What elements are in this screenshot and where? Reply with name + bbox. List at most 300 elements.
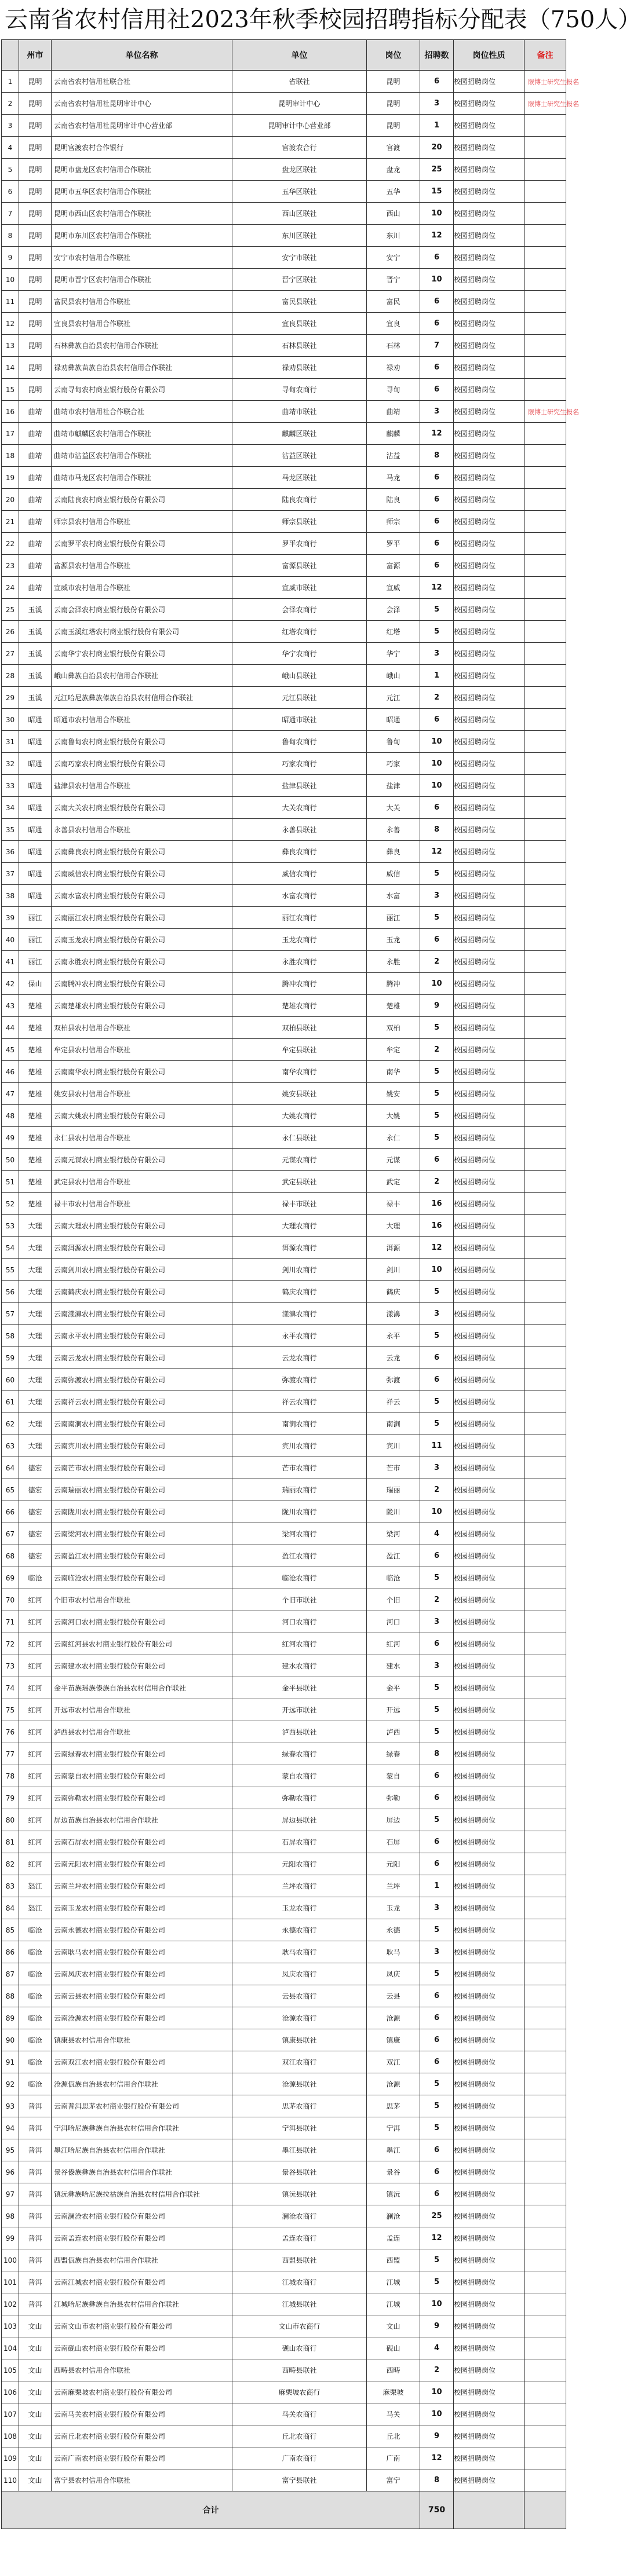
row-unit: 弥勒农商行 <box>232 1787 367 1809</box>
row-count: 6 <box>420 929 454 951</box>
row-name: 云南华宁农村商业银行股份有限公司 <box>52 643 232 665</box>
row-post-type: 校园招聘岗位 <box>454 907 525 929</box>
table-row <box>2 1347 566 1369</box>
row-count: 6 <box>420 247 454 269</box>
row-name: 云南兰坪农村商业银行股份有限公司 <box>52 1875 232 1897</box>
row-unit: 镇沅县联社 <box>232 2183 367 2205</box>
row-name: 云南玉龙农村商业银行股份有限公司 <box>52 1897 232 1919</box>
row-note <box>525 1831 566 1853</box>
row-count: 5 <box>420 1699 454 1721</box>
row-city: 楚雄 <box>19 1171 52 1193</box>
row-count: 12 <box>420 2447 454 2469</box>
row-count: 12 <box>420 841 454 863</box>
row-city: 曲靖 <box>19 555 52 577</box>
row-note <box>525 1853 566 1875</box>
row-post-type: 校园招聘岗位 <box>454 401 525 423</box>
row-number: 82 <box>2 1853 19 1875</box>
row-post-type: 校园招聘岗位 <box>454 1149 525 1171</box>
row-number: 16 <box>2 401 19 423</box>
row-unit: 耿马农商行 <box>232 1941 367 1963</box>
row-note <box>525 1149 566 1171</box>
row-unit: 双江农商行 <box>232 2051 367 2073</box>
row-number: 20 <box>2 489 19 511</box>
table-row <box>2 467 566 489</box>
row-count: 5 <box>420 2095 454 2117</box>
row-unit: 宾川农商行 <box>232 1435 367 1457</box>
row-number: 75 <box>2 1699 19 1721</box>
row-number: 95 <box>2 2139 19 2161</box>
row-post: 河口 <box>367 1611 420 1633</box>
row-unit: 宁洱县联社 <box>232 2117 367 2139</box>
row-unit: 马关农商行 <box>232 2403 367 2425</box>
table-row <box>2 819 566 841</box>
row-count: 9 <box>420 2315 454 2337</box>
table-row <box>2 1237 566 1259</box>
row-city: 临沧 <box>19 1567 52 1589</box>
table-row <box>2 203 566 225</box>
row-unit: 西盟县联社 <box>232 2249 367 2271</box>
row-number: 47 <box>2 1083 19 1105</box>
row-post-type: 校园招聘岗位 <box>454 1897 525 1919</box>
row-number: 60 <box>2 1369 19 1391</box>
row-count: 4 <box>420 1523 454 1545</box>
row-number: 101 <box>2 2271 19 2293</box>
row-post: 陆良 <box>367 489 420 511</box>
row-unit: 宣威市联社 <box>232 577 367 599</box>
row-unit: 凤庆农商行 <box>232 1963 367 1985</box>
row-post: 宁洱 <box>367 2117 420 2139</box>
row-post: 瑞丽 <box>367 1479 420 1501</box>
table-row <box>2 643 566 665</box>
row-count: 6 <box>420 1787 454 1809</box>
table-row <box>2 841 566 863</box>
row-number: 90 <box>2 2029 19 2051</box>
row-post: 石林 <box>367 335 420 357</box>
row-name: 云南腾冲农村商业银行股份有限公司 <box>52 973 232 995</box>
row-city: 楚雄 <box>19 1039 52 1061</box>
row-note <box>525 2029 566 2051</box>
row-count: 5 <box>420 1391 454 1413</box>
table-row <box>2 2359 566 2381</box>
row-post: 峨山 <box>367 665 420 687</box>
row-unit: 玉龙农商行 <box>232 1897 367 1919</box>
row-note <box>525 1633 566 1655</box>
row-number: 61 <box>2 1391 19 1413</box>
row-city: 玉溪 <box>19 621 52 643</box>
row-post: 泸西 <box>367 1721 420 1743</box>
row-note <box>525 973 566 995</box>
table-row <box>2 2469 566 2491</box>
row-number: 86 <box>2 1941 19 1963</box>
row-name: 云南河口农村商业银行股份有限公司 <box>52 1611 232 1633</box>
row-post: 芒市 <box>367 1457 420 1479</box>
row-unit: 漾濞农商行 <box>232 1303 367 1325</box>
row-post: 红河 <box>367 1633 420 1655</box>
row-unit: 金平县联社 <box>232 1677 367 1699</box>
row-post-type: 校园招聘岗位 <box>454 313 525 335</box>
row-note <box>525 1479 566 1501</box>
table-row <box>2 1677 566 1699</box>
row-post-type: 校园招聘岗位 <box>454 1325 525 1347</box>
row-unit: 官渡农合行 <box>232 137 367 159</box>
row-name: 云南省农村信用社联合社 <box>52 71 232 93</box>
row-post: 大姚 <box>367 1105 420 1127</box>
row-note <box>525 1941 566 1963</box>
row-city: 临沧 <box>19 2007 52 2029</box>
row-number: 11 <box>2 291 19 313</box>
row-note <box>525 1875 566 1897</box>
table-row <box>2 1391 566 1413</box>
row-post: 洱源 <box>367 1237 420 1259</box>
table-row <box>2 995 566 1017</box>
table-row <box>2 423 566 445</box>
row-name: 富民县农村信用合作联社 <box>52 291 232 313</box>
row-number: 3 <box>2 115 19 137</box>
row-count: 6 <box>420 1831 454 1853</box>
row-count: 10 <box>420 731 454 753</box>
row-city: 文山 <box>19 2381 52 2403</box>
table-row <box>2 247 566 269</box>
row-name: 云南玉溪红塔农村商业银行股份有限公司 <box>52 621 232 643</box>
row-city: 红河 <box>19 1677 52 1699</box>
table-row <box>2 2337 566 2359</box>
row-name: 云南罗平农村商业银行股份有限公司 <box>52 533 232 555</box>
row-number: 87 <box>2 1963 19 1985</box>
row-unit: 西山区联社 <box>232 203 367 225</box>
table-row <box>2 2425 566 2447</box>
row-note <box>525 819 566 841</box>
row-name: 宣威市农村信用合作联社 <box>52 577 232 599</box>
row-note <box>525 577 566 599</box>
header-name: 单位名称 <box>52 40 232 71</box>
row-number: 81 <box>2 1831 19 1853</box>
row-city: 红河 <box>19 1831 52 1853</box>
row-unit: 丘北农商行 <box>232 2425 367 2447</box>
row-post: 东川 <box>367 225 420 247</box>
row-city: 红河 <box>19 1699 52 1721</box>
row-post-type: 校园招聘岗位 <box>454 973 525 995</box>
table-row <box>2 1699 566 1721</box>
row-post: 永平 <box>367 1325 420 1347</box>
row-note <box>525 1303 566 1325</box>
row-number: 55 <box>2 1259 19 1281</box>
row-post-type: 校园招聘岗位 <box>454 2293 525 2315</box>
row-number: 80 <box>2 1809 19 1831</box>
row-count: 3 <box>420 1303 454 1325</box>
row-note <box>525 621 566 643</box>
row-post-type: 校园招聘岗位 <box>454 511 525 533</box>
row-name: 曲靖市麒麟区农村信用合作联社 <box>52 423 232 445</box>
row-post-type: 校园招聘岗位 <box>454 159 525 181</box>
row-name: 云南祥云农村商业银行股份有限公司 <box>52 1391 232 1413</box>
row-unit: 鲁甸农商行 <box>232 731 367 753</box>
row-number: 44 <box>2 1017 19 1039</box>
row-name: 曲靖市农村信用社合作联合社 <box>52 401 232 423</box>
row-number: 78 <box>2 1765 19 1787</box>
table-row <box>2 1171 566 1193</box>
row-post: 广南 <box>367 2447 420 2469</box>
row-number: 14 <box>2 357 19 379</box>
table-row <box>2 115 566 137</box>
row-city: 红河 <box>19 1765 52 1787</box>
row-count: 5 <box>420 1919 454 1941</box>
table-row <box>2 1457 566 1479</box>
row-city: 曲靖 <box>19 577 52 599</box>
row-number: 5 <box>2 159 19 181</box>
row-post: 禄劝 <box>367 357 420 379</box>
row-name: 云南巧家农村商业银行股份有限公司 <box>52 753 232 775</box>
table-row <box>2 1897 566 1919</box>
allocation-table <box>1 39 579 2529</box>
row-note <box>525 1721 566 1743</box>
row-post: 永善 <box>367 819 420 841</box>
table-row <box>2 1743 566 1765</box>
row-city: 楚雄 <box>19 1017 52 1039</box>
row-city: 昭通 <box>19 709 52 731</box>
row-name: 云南省农村信用社昆明审计中心 <box>52 93 232 115</box>
row-count: 5 <box>420 1127 454 1149</box>
row-city: 楚雄 <box>19 1105 52 1127</box>
row-post-type: 校园招聘岗位 <box>454 1941 525 1963</box>
row-unit: 墨江县联社 <box>232 2139 367 2161</box>
row-note <box>525 2161 566 2183</box>
row-note <box>525 2051 566 2073</box>
row-post-type: 校园招聘岗位 <box>454 1699 525 1721</box>
row-post-type: 校园招聘岗位 <box>454 1765 525 1787</box>
row-post: 孟连 <box>367 2227 420 2249</box>
row-unit: 安宁市联社 <box>232 247 367 269</box>
row-number: 69 <box>2 1567 19 1589</box>
row-city: 大理 <box>19 1391 52 1413</box>
row-post-type: 校园招聘岗位 <box>454 467 525 489</box>
row-post-type: 校园招聘岗位 <box>454 2403 525 2425</box>
row-city: 临沧 <box>19 2029 52 2051</box>
table-row <box>2 181 566 203</box>
row-name: 云南永胜农村商业银行股份有限公司 <box>52 951 232 973</box>
table-row <box>2 2073 566 2095</box>
row-name: 云南大关农村商业银行股份有限公司 <box>52 797 232 819</box>
table-row <box>2 1523 566 1545</box>
row-number: 23 <box>2 555 19 577</box>
row-note <box>525 1083 566 1105</box>
row-city: 临沧 <box>19 1941 52 1963</box>
row-post: 临沧 <box>367 1567 420 1589</box>
row-count: 5 <box>420 1061 454 1083</box>
row-name: 云南石屏农村商业银行股份有限公司 <box>52 1831 232 1853</box>
row-city: 红河 <box>19 1853 52 1875</box>
table-row <box>2 1809 566 1831</box>
row-post-type: 校园招聘岗位 <box>454 2315 525 2337</box>
row-name: 云南耿马农村商业银行股份有限公司 <box>52 1941 232 1963</box>
row-post-type: 校园招聘岗位 <box>454 863 525 885</box>
row-name: 云南盈江农村商业银行股份有限公司 <box>52 1545 232 1567</box>
row-number: 10 <box>2 269 19 291</box>
row-unit: 五华区联社 <box>232 181 367 203</box>
row-count: 6 <box>420 1149 454 1171</box>
row-post: 元谋 <box>367 1149 420 1171</box>
row-unit: 兰坪农商行 <box>232 1875 367 1897</box>
row-unit: 广南农商行 <box>232 2447 367 2469</box>
row-city: 昭通 <box>19 753 52 775</box>
row-number: 24 <box>2 577 19 599</box>
row-count: 9 <box>420 2425 454 2447</box>
header-note: 备注 <box>525 40 566 71</box>
row-post-type: 校园招聘岗位 <box>454 1743 525 1765</box>
row-post: 腾冲 <box>367 973 420 995</box>
table-row <box>2 1215 566 1237</box>
row-name: 云南省农村信用社昆明审计中心营业部 <box>52 115 232 137</box>
row-post-type: 校园招聘岗位 <box>454 1963 525 1985</box>
row-number: 41 <box>2 951 19 973</box>
row-count: 7 <box>420 335 454 357</box>
row-city: 昆明 <box>19 247 52 269</box>
table-row <box>2 709 566 731</box>
row-unit: 威信农商行 <box>232 863 367 885</box>
row-unit: 江城县联社 <box>232 2293 367 2315</box>
row-count: 1 <box>420 665 454 687</box>
row-city: 曲靖 <box>19 533 52 555</box>
row-post: 南华 <box>367 1061 420 1083</box>
row-post-type: 校园招聘岗位 <box>454 885 525 907</box>
row-unit: 永胜农商行 <box>232 951 367 973</box>
row-number: 85 <box>2 1919 19 1941</box>
row-city: 曲靖 <box>19 423 52 445</box>
row-note <box>525 2007 566 2029</box>
row-post-type: 校园招聘岗位 <box>454 1545 525 1567</box>
row-note <box>525 599 566 621</box>
row-unit: 永平农商行 <box>232 1325 367 1347</box>
row-unit: 建水农商行 <box>232 1655 367 1677</box>
row-name: 云南凤庆农村商业银行股份有限公司 <box>52 1963 232 1985</box>
row-note <box>525 1171 566 1193</box>
row-unit: 澜沧农商行 <box>232 2205 367 2227</box>
row-post-type: 校园招聘岗位 <box>454 1721 525 1743</box>
row-count: 6 <box>420 2161 454 2183</box>
row-note <box>525 1413 566 1435</box>
row-name: 曲靖市沾益区农村信用合作联社 <box>52 445 232 467</box>
row-note <box>525 709 566 731</box>
table-row <box>2 1633 566 1655</box>
row-post-type: 校园招聘岗位 <box>454 1017 525 1039</box>
row-post-type: 校园招聘岗位 <box>454 2469 525 2491</box>
row-unit: 云龙农商行 <box>232 1347 367 1369</box>
row-city: 大理 <box>19 1215 52 1237</box>
table-row <box>2 1413 566 1435</box>
row-name: 宜良县农村信用合作联社 <box>52 313 232 335</box>
row-number: 1 <box>2 71 19 93</box>
row-name: 云南元阳农村商业银行股份有限公司 <box>52 1853 232 1875</box>
row-number: 50 <box>2 1149 19 1171</box>
row-post-type: 校园招聘岗位 <box>454 2205 525 2227</box>
row-city: 玉溪 <box>19 599 52 621</box>
row-name: 云南大理农村商业银行股份有限公司 <box>52 1215 232 1237</box>
row-post: 宾川 <box>367 1435 420 1457</box>
row-unit: 武定县联社 <box>232 1171 367 1193</box>
row-number: 49 <box>2 1127 19 1149</box>
row-name: 景谷傣族彝族自治县农村信用合作联社 <box>52 2161 232 2183</box>
row-unit: 元阳农商行 <box>232 1853 367 1875</box>
row-note <box>525 2337 566 2359</box>
row-note <box>525 1127 566 1149</box>
row-unit: 思茅农商行 <box>232 2095 367 2117</box>
table-row <box>2 511 566 533</box>
row-post: 寻甸 <box>367 379 420 401</box>
row-city: 昆明 <box>19 93 52 115</box>
row-name: 云南会泽农村商业银行股份有限公司 <box>52 599 232 621</box>
table-row <box>2 533 566 555</box>
row-unit: 屏边县联社 <box>232 1809 367 1831</box>
table-row <box>2 1083 566 1105</box>
table-row <box>2 665 566 687</box>
row-unit: 开远市联社 <box>232 1699 367 1721</box>
row-note <box>525 2293 566 2315</box>
row-post-type: 校园招聘岗位 <box>454 1567 525 1589</box>
row-name: 元江哈尼族彝族傣族自治县农村信用合作联社 <box>52 687 232 709</box>
row-number: 97 <box>2 2183 19 2205</box>
row-note <box>525 335 566 357</box>
row-unit: 曲靖市联社 <box>232 401 367 423</box>
row-note <box>525 885 566 907</box>
row-name: 峨山彝族自治县农村信用合作联社 <box>52 665 232 687</box>
row-post-type: 校园招聘岗位 <box>454 1435 525 1457</box>
row-note <box>525 247 566 269</box>
row-post-type: 校园招聘岗位 <box>454 1853 525 1875</box>
table-row <box>2 1017 566 1039</box>
row-city: 普洱 <box>19 2161 52 2183</box>
row-post: 五华 <box>367 181 420 203</box>
row-number: 102 <box>2 2293 19 2315</box>
row-number: 54 <box>2 1237 19 1259</box>
row-post-type: 校园招聘岗位 <box>454 555 525 577</box>
row-unit: 麻栗坡农商行 <box>232 2381 367 2403</box>
row-count: 5 <box>420 1809 454 1831</box>
row-name: 姚安县农村信用合作联社 <box>52 1083 232 1105</box>
row-city: 普洱 <box>19 2139 52 2161</box>
table-row <box>2 2007 566 2029</box>
row-name: 云南洱源农村商业银行股份有限公司 <box>52 1237 232 1259</box>
row-city: 大理 <box>19 1325 52 1347</box>
row-number: 88 <box>2 1985 19 2007</box>
row-post: 漾濞 <box>367 1303 420 1325</box>
row-post-type: 校园招聘岗位 <box>454 2227 525 2249</box>
row-number: 59 <box>2 1347 19 1369</box>
row-post-type: 校园招聘岗位 <box>454 1809 525 1831</box>
row-count: 20 <box>420 137 454 159</box>
row-unit: 盐津县联社 <box>232 775 367 797</box>
row-post-type: 校园招聘岗位 <box>454 1369 525 1391</box>
row-post: 丽江 <box>367 907 420 929</box>
row-post-type: 校园招聘岗位 <box>454 203 525 225</box>
table-row <box>2 2403 566 2425</box>
row-post-type: 校园招聘岗位 <box>454 1303 525 1325</box>
table-row <box>2 291 566 313</box>
row-post-type: 校园招聘岗位 <box>454 2447 525 2469</box>
row-city: 红河 <box>19 1787 52 1809</box>
row-name: 泸西县农村信用合作联社 <box>52 1721 232 1743</box>
row-number: 8 <box>2 225 19 247</box>
row-city: 临沧 <box>19 2073 52 2095</box>
row-unit: 祥云农商行 <box>232 1391 367 1413</box>
row-post-type: 校园招聘岗位 <box>454 709 525 731</box>
row-count: 1 <box>420 115 454 137</box>
row-city: 楚雄 <box>19 1127 52 1149</box>
row-city: 文山 <box>19 2315 52 2337</box>
header-post-type: 岗位性质 <box>454 40 525 71</box>
row-city: 玉溪 <box>19 665 52 687</box>
row-city: 临沧 <box>19 1985 52 2007</box>
row-city: 楚雄 <box>19 995 52 1017</box>
row-city: 曲靖 <box>19 401 52 423</box>
